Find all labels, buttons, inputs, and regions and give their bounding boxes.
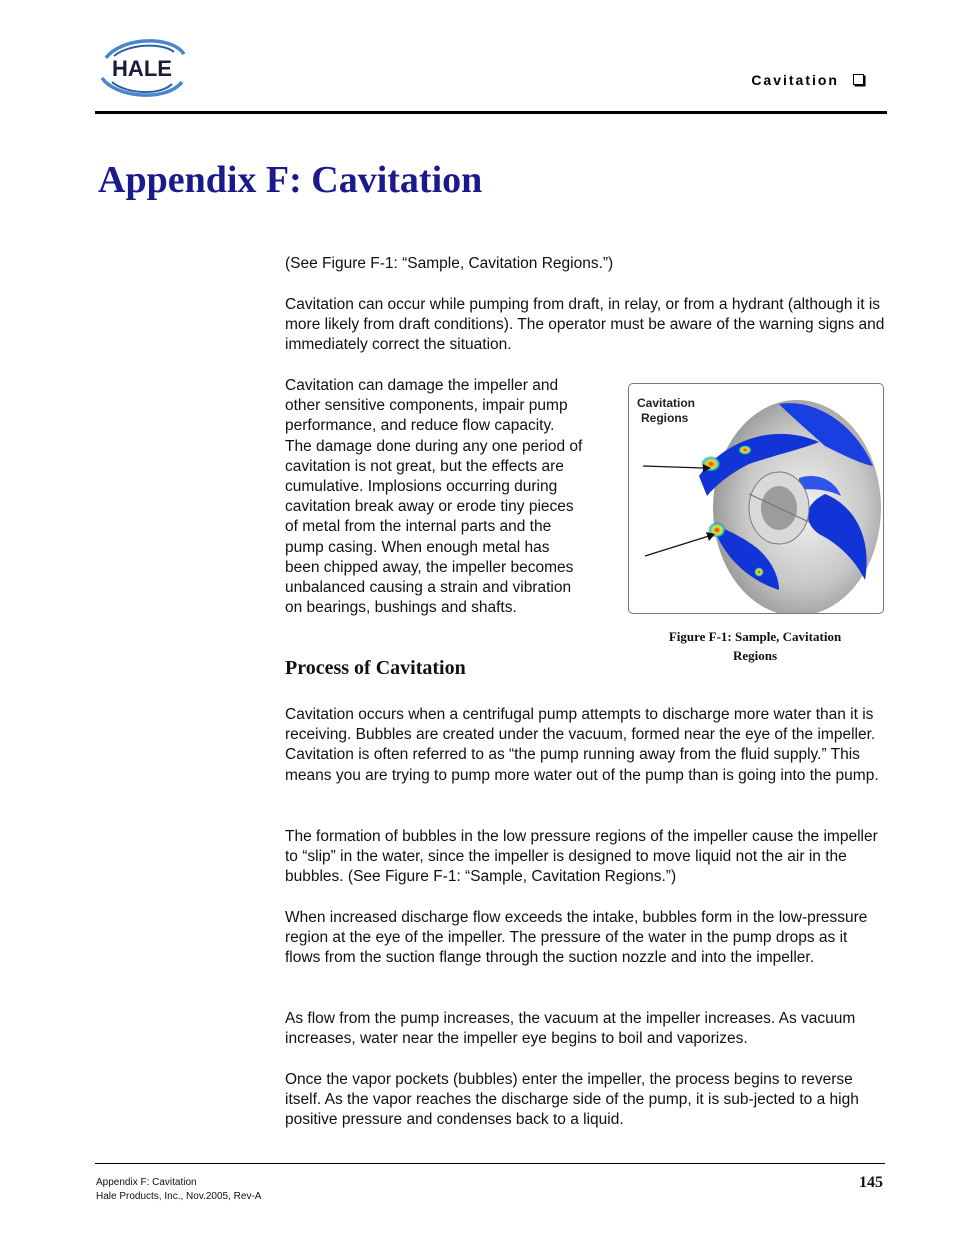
footer-info <box>96 1176 261 1203</box>
caption-line: Regions <box>732 648 778 663</box>
damage-line: performance, and reduce flow capacity. <box>285 417 555 435</box>
callout-line: Regions <box>641 411 689 425</box>
figure-caption <box>640 627 870 665</box>
caption-line: Figure F-1: Sample, Cavitation <box>668 629 842 644</box>
section-paragraph: As flow from the pump increases, the vacuum at the impeller increases. As vacuum increases, water near the impeller eye begins to boil and vaporizes. <box>285 1010 856 1048</box>
hale-logo <box>92 36 192 100</box>
damage-line: unbalanced causing a strain and vibration <box>285 579 572 597</box>
figure-callout-label <box>637 396 695 426</box>
arrow-line <box>643 466 703 468</box>
section-paragraph: Once the vapor pockets (bubbles) enter the impeller, the process begins to reverse itself. As the vapor reaches the discharge side of the pump, it is sub-jected to a high positive pressure and condenses back to a liquid. <box>285 1071 859 1129</box>
section-paragraph: When increased discharge flow exceeds the intake, bubbles form in the low-pressure region at the eye of the impeller. The pressure of the water in the pump drops as it flows from the suction flange through the suction nozzle and into the impeller. <box>285 909 868 967</box>
damage-line: been chipped away, the impeller becomes <box>285 558 574 576</box>
footer-rule <box>95 1163 885 1164</box>
damage-paragraph <box>285 376 615 618</box>
header-section-text: Cavitation <box>751 72 839 88</box>
damage-line: of metal from the internal parts and the <box>285 518 552 536</box>
page-number: 145 <box>859 1174 883 1191</box>
damage-line: pump casing. When enough metal has <box>285 538 550 556</box>
arrow-line <box>645 536 709 556</box>
damage-line: on bearings, bushings and shafts. <box>285 599 517 617</box>
damage-line: cumulative. Implosions occurring during <box>285 478 558 496</box>
section-paragraph: The formation of bubbles in the low pressure regions of the impeller cause the impeller to “slip” in the water, since the impeller is designed to move liquid not the air in the bubbles. (See Figure F-1: “Sample, Cavitation Regions.”) <box>285 828 878 886</box>
header-section-label <box>751 72 864 88</box>
checkbox-bullet-icon <box>853 74 864 85</box>
footer-line: Appendix F: Cavitation <box>96 1177 197 1188</box>
header-rule <box>95 111 887 114</box>
damage-line: cavitation break away or erode tiny pieces <box>285 498 574 516</box>
damage-line: Cavitation can damage the impeller and <box>285 377 559 394</box>
damage-line: The damage done during any one period of <box>285 437 583 455</box>
damage-line: cavitation is not great, but the effects are <box>285 457 564 475</box>
page-title: Appendix F: Cavitation <box>98 159 483 201</box>
logo-swoosh-icon <box>92 36 192 100</box>
footer-line: Hale Products, Inc., Nov.2005, Rev-A <box>96 1190 262 1202</box>
section-paragraph: Cavitation occurs when a centrifugal pump attempts to discharge more water than it is receiving. Bubbles are created under the vacuum, formed near the eye of the impeller. Cavitation is often referred to as “the pump running away from the fluid supply.” This means you are trying to pump more water out of the pump than is going into the pump. <box>285 706 879 784</box>
section-heading: Process of Cavitation <box>285 657 466 679</box>
damage-line: other sensitive components, impair pump <box>285 397 568 415</box>
callout-line: Cavitation <box>637 396 696 410</box>
intro-paragraph: Cavitation can occur while pumping from draft, in relay, or from a hydrant (although it is more likely from draft conditions). The operator must be aware of the warning signs and immediately correct the situation. <box>285 296 885 354</box>
logo-text: HALE <box>112 56 172 81</box>
figure-impeller-cavitation <box>628 383 884 614</box>
figure-reference-paragraph: (See Figure F-1: “Sample, Cavitation Regions.”) <box>285 255 614 272</box>
